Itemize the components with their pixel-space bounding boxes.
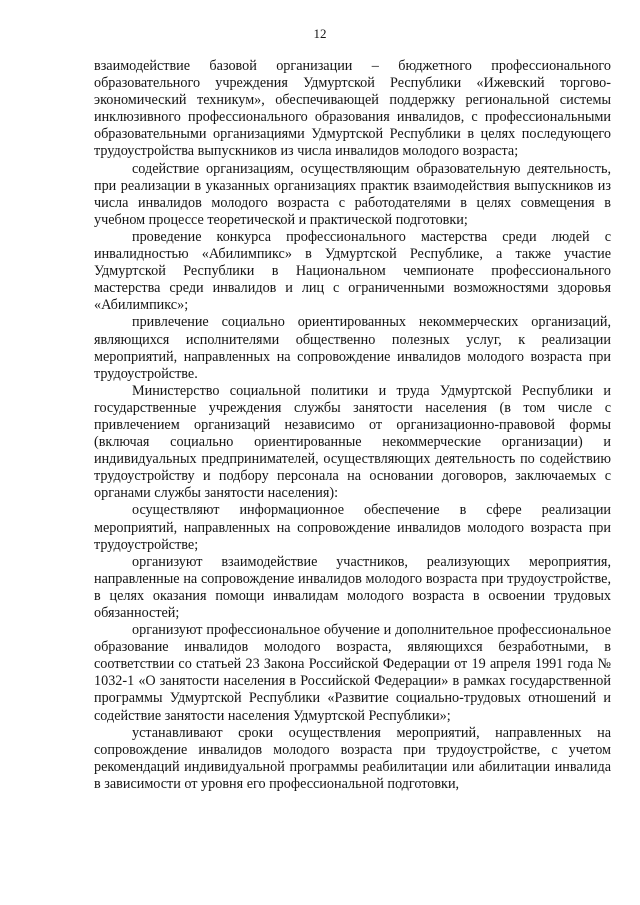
paragraph: устанавливают сроки осуществления мероприятий, направленных на сопровождение инвалидов молодого возраста при трудоустройстве, с учетом рекомендаций индивидуальной программы реабилитации или абилитации инвалида в зависимости от уровня его профессиональной подготовки, (94, 724, 611, 792)
paragraph: привлечение социально ориентированных некоммерческих организаций, являющихся исполнителями общественно полезных услуг, к реализации мероприятий, направленных на сопровождение инвалидов молодого возраста при трудоустройстве. (94, 314, 611, 382)
document-body (94, 58, 611, 793)
paragraph-continued: взаимодействие базовой организации – бюджетного профессионального образовательного учреждения Удмуртской Республики «Ижевский торгово-экономический техникум», обеспечивающей поддержку региональной системы инклюзивного профессионального образования инвалидов, с профессиональными образовательными организациями Удмуртской Республики в целях последующего трудоустройства выпускников из числа инвалидов молодого возраста; (94, 58, 611, 160)
paragraph: проведение конкурса профессионального мастерства среди людей с инвалидностью «Абилимпикс» в Удмуртской Республике, а также участие Удмуртской Республики в Национальном чемпионате профессионального мастерства среди инвалидов и лиц с ограниченными возможностями здоровья «Абилимпикс»; (94, 228, 611, 314)
paragraph: осуществляют информационное обеспечение в сфере реализации мероприятий, направленных на сопровождение инвалидов молодого возраста при трудоустройстве; (94, 502, 611, 553)
paragraph: Министерство социальной политики и труда Удмуртской Республики и государственные учреждения службы занятости населения (в том числе с привлечением организаций независимо от организационно-правовой формы (включая социально ориентированные некоммерческие организации) и индивидуальных предпринимателей, осуществляющих деятельность по содействию трудоустройству и подбору персонала на основании договоров, заключаемых с органами службы занятости населения): (94, 382, 611, 502)
paragraph: содействие организациям, осуществляющим образовательную деятельность, при реализации в указанных организациях практик взаимодействия выпускников из числа инвалидов молодого возраста с работодателями в целях совмещения в учебном процессе теоретической и практической подготовки; (94, 160, 611, 228)
page-number: 12 (313, 26, 327, 41)
paragraph: организуют профессиональное обучение и дополнительное профессиональное образование инвалидов молодого возраста, являющихся безработными, в соответствии со статьей 23 Закона Российской Федерации от 19 апреля 1991 года № 1032-1 «О занятости населения в Российской Федерации» в рамках государственной программы Удмуртской Республики «Развитие социально-трудовых отношений и содействие занятости населения Удмуртской Республики»; (94, 622, 611, 724)
paragraph: организуют взаимодействие участников, реализующих мероприятия, направленные на сопровождение инвалидов молодого возраста при трудоустройстве, в целях оказания помощи инвалидам молодого возраста в освоении трудовых обязанностей; (94, 553, 611, 621)
